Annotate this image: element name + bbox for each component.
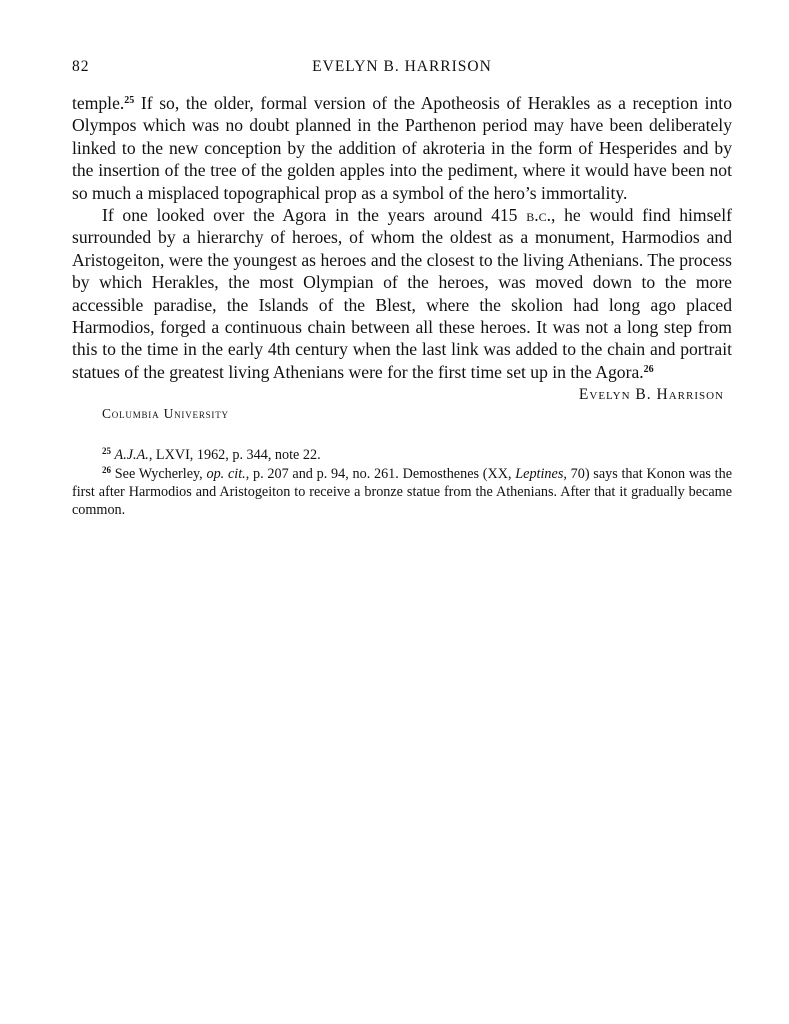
document-page — [72, 58, 732, 520]
footnote-26-text-a: See Wycherley, — [114, 466, 207, 483]
footnote-25 — [72, 446, 732, 464]
paragraph-2-text-a: If one looked over the Agora in the years around 415 — [102, 205, 527, 226]
running-head-title: EVELYN B. HARRISON — [312, 58, 492, 75]
footnote-26-text-c: , 70) says that Konon was the first after Harmodios and Aristogeiton to receive a bronze statue from the Athenians. After that it gradually became common. — [72, 466, 733, 519]
footnote-26-number: 26 — [102, 465, 111, 476]
author-signature: Evelyn B. Harrison — [578, 386, 724, 404]
paragraph-2-text-b: , he would find himself surrounded by a hierarchy of heroes, of whom the oldest as a monument, Harmodios and Aristogeiton, were the youngest as heroes and the closest to the living Athenians. The process by which Herakles, the most Olympian of the heroes, was moved down to the more accessible paradise, the Islands of the Blest, where the skolion had long ago placed Harmodios, forged a continuous chain between all these heroes. It was not a long step from this to the time in the early 4th century when the last link was added to the chain and portrait statues of the greatest living Athenians were for the first time set up in the Agora. — [72, 205, 732, 382]
footnote-ref-25: 25 — [124, 95, 135, 106]
paragraph-1-text-a: temple. — [72, 93, 125, 113]
footnote-25-number: 25 — [102, 446, 111, 457]
running-head — [72, 58, 732, 84]
author-affiliation: Columbia University — [102, 406, 229, 422]
footnote-26-italic-a: op. cit. — [206, 466, 246, 483]
paragraph-1-text-b: If so, the older, formal version of the Apotheosis of Herakles as a reception into Olympos which was no doubt planned in the Parthenon period may have been deliberately linked to the new conception by the addition of akroteria in the form of Hesperides and by the insertion of the tree of the golden apples into the pediment, where it would have been not so much a misplaced topographical prop as a symbol of the hero’s immortality. — [72, 93, 732, 203]
paragraph-2 — [72, 204, 732, 383]
footnote-26-italic-b: Leptines — [515, 466, 564, 483]
footnote-25-journal: A.J.A. — [114, 447, 149, 464]
era-abbreviation: b.c. — [526, 205, 552, 226]
paragraph-1 — [72, 92, 732, 204]
footnote-25-text: , LXVI, 1962, p. 344, note 22. — [148, 447, 321, 464]
footnote-ref-26: 26 — [643, 363, 654, 375]
footnote-26 — [72, 465, 732, 519]
page-number: 82 — [72, 58, 90, 75]
article-body — [72, 92, 732, 383]
footnotes — [72, 446, 732, 519]
footnote-26-text-b: , p. 207 and p. 94, no. 261. Demosthenes (XX, — [245, 466, 516, 483]
